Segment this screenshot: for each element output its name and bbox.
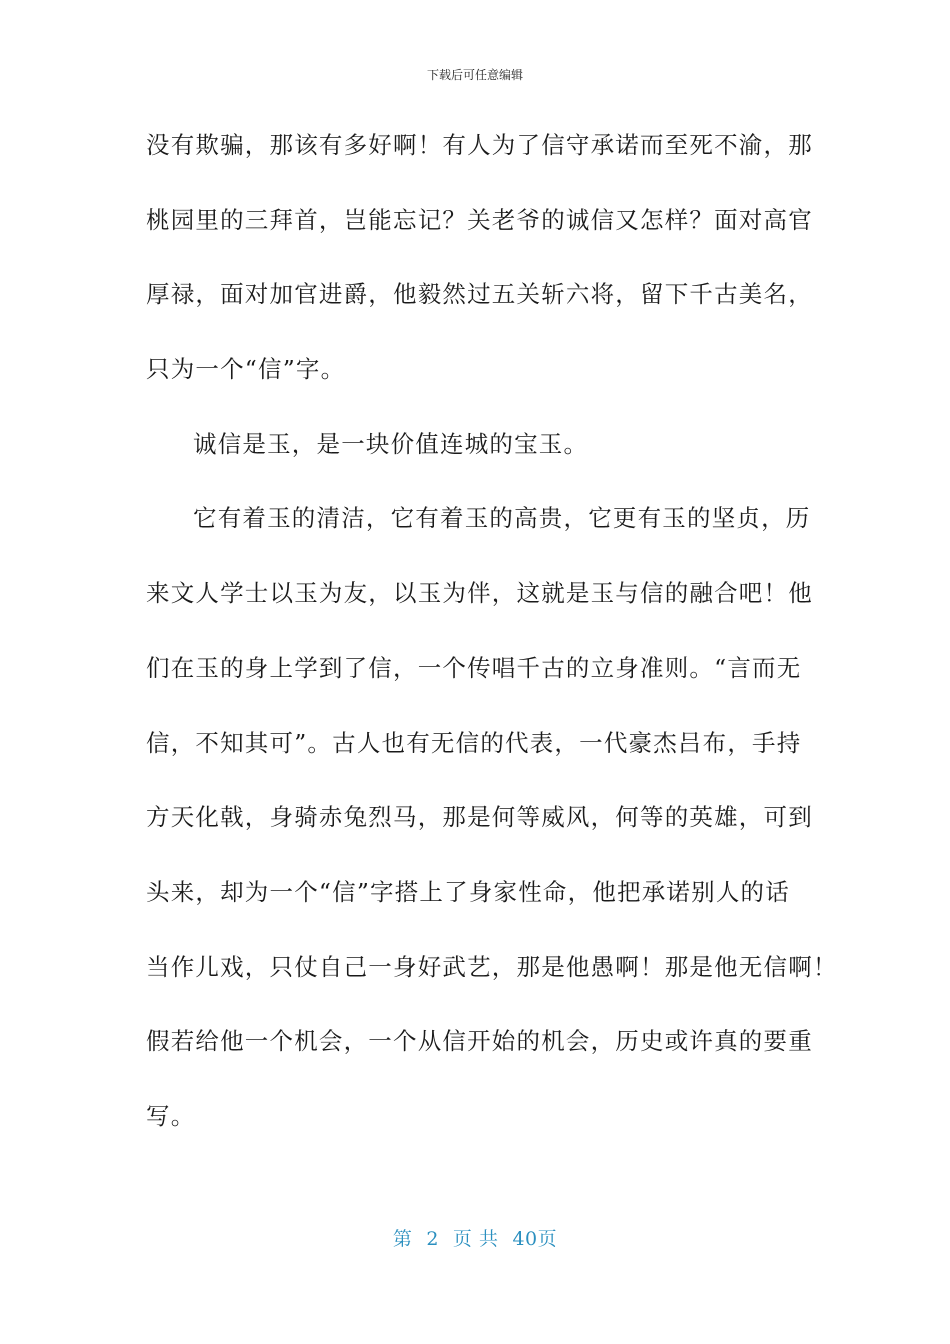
body-line: 信，不知其可”。古人也有无信的代表，一代豪杰吕布，手持 bbox=[146, 728, 802, 757]
body-line: 们在玉的身上学到了信，一个传唱千古的立身准则。“言而无 bbox=[146, 653, 802, 682]
body-line: 桃园里的三拜首，岂能忘记？关老爷的诚信又怎样？面对高官 bbox=[146, 205, 813, 234]
page-header: 下载后可任意编辑 bbox=[426, 68, 523, 82]
body-line: 来文人学士以玉为友，以玉为伴，这就是玉与信的融合吧！他 bbox=[146, 579, 813, 608]
footer-current-page: 2 bbox=[426, 1228, 439, 1250]
document-body bbox=[146, 118, 838, 1164]
footer-suffix: 页 bbox=[537, 1228, 558, 1250]
body-line: 厚禄，面对加官进爵，他毅然过五关斩六将，留下千古美名， bbox=[146, 280, 813, 309]
body-line: 诚信是玉，是一块价值连城的宝玉。 bbox=[193, 429, 589, 458]
footer-total-pages: 40 bbox=[512, 1228, 538, 1250]
body-line: 写。 bbox=[146, 1101, 196, 1130]
page-footer bbox=[0, 1224, 950, 1251]
body-line: 方天化戟，身骑赤兔烈马，那是何等威风，何等的英雄，可到 bbox=[146, 803, 813, 832]
footer-prefix: 第 bbox=[392, 1228, 413, 1250]
body-line: 它有着玉的清洁，它有着玉的高贵，它更有玉的坚贞，历 bbox=[193, 504, 811, 533]
body-line: 头来，却为一个“信”字搭上了身家性命，他把承诺别人的话 bbox=[146, 877, 790, 906]
footer-middle: 页 共 bbox=[452, 1228, 499, 1250]
body-line: 当作儿戏，只仗自己一身好武艺，那是他愚啊！那是他无信啊！ bbox=[146, 952, 838, 981]
body-line: 只为一个“信”字。 bbox=[146, 355, 346, 384]
body-line: 假若给他一个机会，一个从信开始的机会，历史或许真的要重 bbox=[146, 1027, 813, 1056]
body-line: 没有欺骗，那该有多好啊！有人为了信守承诺而至死不渝，那 bbox=[146, 131, 813, 159]
